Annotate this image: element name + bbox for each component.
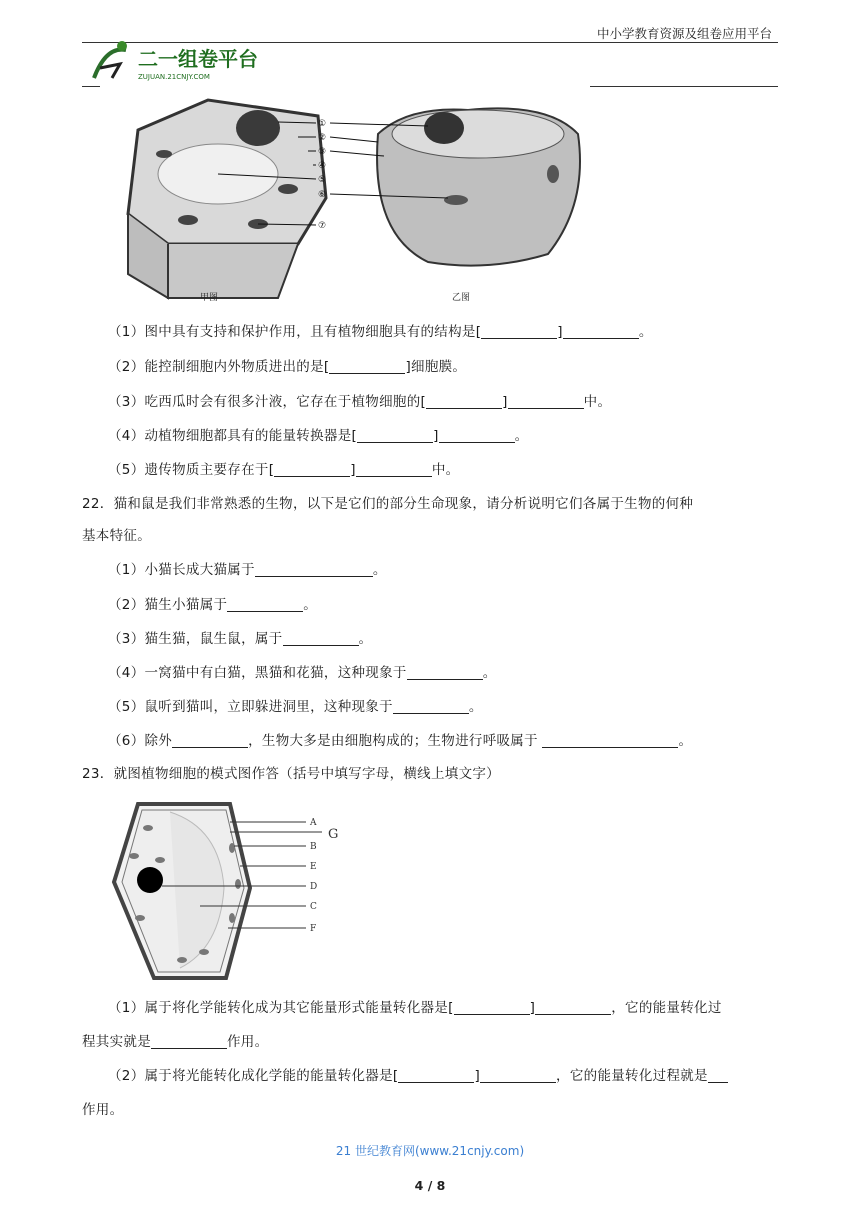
svg-text:E: E — [310, 862, 317, 872]
footer-site-link[interactable]: 21 世纪教育网(www.21cnjy.com) — [335, 1144, 525, 1158]
diagram-labels — [309, 818, 338, 934]
answer-blank[interactable] — [454, 1000, 530, 1015]
answer-blank[interactable] — [426, 394, 502, 409]
answer-blank[interactable] — [393, 699, 469, 714]
plant-cell-diagram — [100, 798, 350, 984]
svg-text:A: A — [310, 818, 317, 828]
q22-item-2: （2）猫生小猫属于 。 — [108, 597, 318, 613]
q23-item-1: （1）属于将化学能转化成为其它能量形式能量转化器是[ ] ，它的能量转化过 — [108, 1000, 722, 1016]
answer-blank[interactable] — [151, 1034, 227, 1049]
q21-item-2: （2）能控制细胞内外物质进出的是[ ]细胞膜。 — [108, 359, 467, 375]
answer-blank[interactable] — [508, 394, 584, 409]
answer-blank[interactable] — [274, 462, 350, 477]
platform-logo — [86, 38, 276, 84]
answer-blank[interactable] — [398, 1068, 474, 1083]
q21-item-5: （5）遗传物质主要存在于[ ] 中。 — [108, 462, 460, 478]
answer-blank[interactable] — [283, 631, 359, 646]
svg-text:①: ① — [318, 119, 327, 129]
q23-stem: 23．就图植物细胞的模式图作答（括号中填写字母，横线上填文字） — [82, 766, 500, 782]
answer-blank[interactable] — [172, 733, 248, 748]
svg-text:B: B — [310, 842, 317, 852]
q23-item-2-cont: 作用。 — [82, 1102, 124, 1118]
answer-blank[interactable] — [535, 1000, 611, 1015]
svg-text:ZUJUAN.21CNJY.COM: ZUJUAN.21CNJY.COM — [138, 73, 210, 81]
svg-text:⑦: ⑦ — [318, 221, 327, 231]
svg-text:②: ② — [318, 133, 327, 143]
q22-stem-line-2: 基本特征。 — [82, 528, 151, 544]
svg-text:③: ③ — [318, 147, 327, 157]
figure1-labels — [318, 119, 326, 231]
answer-blank[interactable] — [563, 324, 639, 339]
q22-stem-line-1: 22．猫和鼠是我们非常熟悉的生物，以下是它们的部分生命现象，请分析说明它们各属于生物的何种 — [82, 496, 694, 512]
header-platform-title: 中小学教育资源及组卷应用平台 — [596, 26, 772, 41]
q22-item-5: （5）鼠听到猫叫，立即躲进洞里，这种现象于 。 — [108, 699, 483, 715]
animal-cell-drawing — [377, 108, 580, 265]
q23-item-1-cont: 程其实就是 作用。 — [82, 1034, 269, 1050]
cell-figure-1 — [108, 94, 598, 306]
q22-item-3: （3）猫生猫，鼠生鼠，属于 。 — [108, 631, 373, 647]
svg-text:④: ④ — [318, 161, 327, 171]
q23-item-2: （2）属于将光能转化成化学能的能量转化器是[ ] ，它的能量转化过程就是 — [108, 1064, 728, 1084]
svg-text:C: C — [310, 902, 317, 912]
svg-text:⑥: ⑥ — [318, 190, 327, 200]
header-divider-left — [82, 86, 100, 87]
q21-item-4: （4）动植物细胞都具有的能量转换器是[ ] 。 — [108, 428, 529, 444]
answer-blank[interactable] — [227, 597, 303, 612]
q22-item-4: （4）一窝猫中有白猫，黑猫和花猫，这种现象于 。 — [108, 665, 497, 681]
page-number: 4 / 8 — [414, 1178, 446, 1193]
answer-blank[interactable] — [356, 462, 432, 477]
svg-text:F: F — [310, 924, 317, 934]
caption-yi: 乙图 — [452, 293, 471, 303]
answer-blank[interactable] — [439, 428, 515, 443]
answer-blank[interactable] — [357, 428, 433, 443]
svg-text:⑤: ⑤ — [318, 175, 327, 185]
q21-item-1: （1）图中具有支持和保护作用，且有植物细胞具有的结构是[ ] 。 — [108, 324, 653, 340]
answer-blank[interactable] — [407, 665, 483, 680]
svg-text:二一组卷平台: 二一组卷平台 — [138, 47, 258, 71]
answer-blank[interactable] — [708, 1068, 728, 1083]
answer-blank[interactable] — [542, 733, 678, 748]
q21-item-3: （3）吃西瓜时会有很多汁液，它存在于植物细胞的[ ] 中。 — [108, 394, 612, 410]
plant-cell-drawing — [128, 100, 326, 298]
svg-text:G: G — [328, 827, 339, 842]
answer-blank[interactable] — [481, 324, 557, 339]
answer-blank[interactable] — [255, 562, 373, 577]
svg-text:D: D — [310, 882, 318, 892]
answer-blank[interactable] — [480, 1068, 556, 1083]
q22-item-6: （6）除外 ，生物大多是由细胞构成的；生物进行呼吸属于 。 — [108, 733, 693, 749]
q22-item-1: （1）小猫长成大猫属于 。 — [108, 562, 387, 578]
caption-jia: 甲图 — [200, 293, 219, 303]
header-divider-right — [590, 86, 778, 87]
answer-blank[interactable] — [329, 359, 405, 374]
